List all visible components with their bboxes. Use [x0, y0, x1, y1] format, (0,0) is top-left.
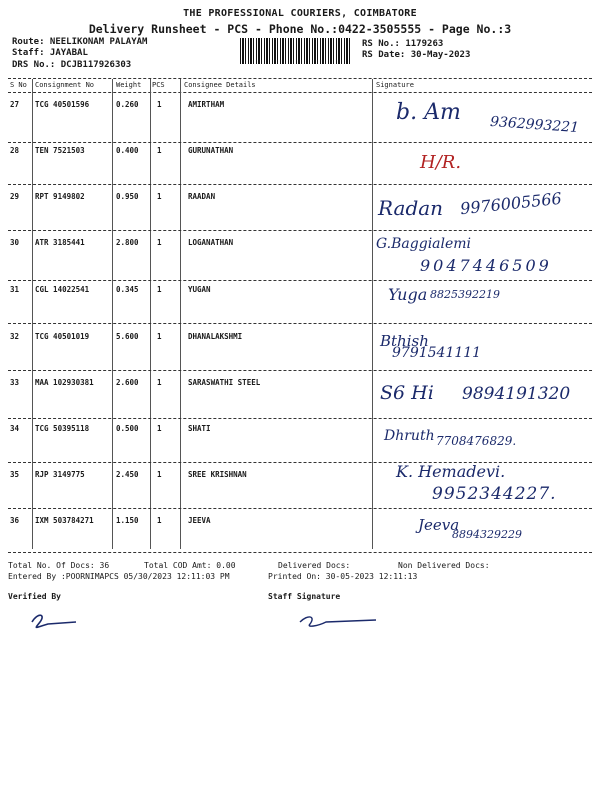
- signature-phone: 9952344227.: [432, 484, 557, 504]
- staff-signature-label: Staff Signature: [268, 592, 341, 601]
- staff-label: Staff: JAYABAL: [12, 48, 88, 58]
- row-weight: 1.150: [116, 516, 139, 525]
- row-consignment: TCG 40501019: [35, 332, 90, 341]
- row-consignment: TCG 50395118: [35, 424, 90, 433]
- col-signature: Signature: [376, 81, 414, 89]
- row-divider: [8, 142, 592, 143]
- row-weight: 2.450: [116, 470, 139, 479]
- row-consignment: RJP 3149775: [35, 470, 85, 479]
- header-bottom-rule: [8, 92, 592, 93]
- row-weight: 0.950: [116, 192, 139, 201]
- verified-signature-mark: [28, 608, 88, 632]
- total-cod: Total COD Amt: 0.00: [144, 561, 236, 570]
- row-sno: 30: [10, 238, 20, 247]
- row-consignee: SREE KRISHNAN: [188, 470, 247, 479]
- row-divider: [8, 184, 592, 185]
- row-sno: 31: [10, 285, 20, 294]
- col-divider: [32, 79, 33, 549]
- company-name: THE PROFESSIONAL COURIERS, COIMBATORE: [183, 8, 417, 19]
- row-divider: [8, 370, 592, 371]
- col-divider: [150, 79, 151, 549]
- signature-phone: 8894329229: [452, 528, 522, 541]
- row-sno: 27: [10, 100, 20, 109]
- row-consignee: RAADAN: [188, 192, 216, 201]
- signature-phone: 9976005566: [459, 188, 563, 219]
- runsheet-title: Delivery Runsheet - PCS - Phone No.:0422-3505555 - Page No.:3: [88, 22, 512, 36]
- row-consignment: TCG 40501596: [35, 100, 90, 109]
- col-divider: [112, 79, 113, 549]
- row-consignee: LOGANATHAN: [188, 238, 234, 247]
- row-consignee: AMIRTHAM: [188, 100, 225, 109]
- row-weight: 2.600: [116, 378, 139, 387]
- signature-phone: 7708476829.: [436, 434, 517, 448]
- col-divider: [372, 79, 373, 549]
- row-divider: [8, 508, 592, 509]
- row-pcs: 1: [157, 192, 162, 201]
- signature: Yuga: [388, 285, 428, 304]
- row-consignee: YUGAN: [188, 285, 211, 294]
- row-pcs: 1: [157, 238, 162, 247]
- col-pcs: PCS: [152, 81, 165, 89]
- row-pcs: 1: [157, 146, 162, 155]
- signature-phone: 9362993221: [489, 113, 580, 137]
- signature: b. Am: [396, 100, 461, 125]
- signature-phone: 8825392219: [430, 288, 500, 301]
- row-weight: 0.260: [116, 100, 139, 109]
- row-divider: [8, 418, 592, 419]
- row-pcs: 1: [157, 424, 162, 433]
- row-pcs: 1: [157, 100, 162, 109]
- header-top-rule: [8, 78, 592, 79]
- row-divider: [8, 230, 592, 231]
- row-sno: 36: [10, 516, 20, 525]
- delivered-docs: Delivered Docs:: [278, 561, 351, 570]
- barcode: [240, 38, 352, 64]
- row-consignment: RPT 9149802: [35, 192, 85, 201]
- route-label: Route: NEELIKONAM PALAYAM: [12, 37, 148, 47]
- row-consignment: TEN 7521503: [35, 146, 85, 155]
- signature-phone: 9047446509: [420, 256, 552, 275]
- row-weight: 2.800: [116, 238, 139, 247]
- signature: K. Hemadevi.: [396, 462, 506, 481]
- col-divider: [180, 79, 181, 549]
- signature: Dhruth: [384, 428, 435, 444]
- row-consignee: GURUNATHAN: [188, 146, 234, 155]
- row-consignment: CGL 14022541: [35, 285, 90, 294]
- rs-number: RS No.: 1179263: [362, 39, 444, 49]
- signature-phone: 9791541111: [392, 345, 482, 361]
- row-weight: 0.345: [116, 285, 139, 294]
- non-delivered-docs: Non Delivered Docs:: [398, 561, 490, 570]
- col-weight: Weight: [116, 81, 142, 89]
- signature: Jeeva: [418, 516, 460, 534]
- signature: H/R.: [420, 152, 462, 173]
- drs-number: DRS No.: DCJB117926303: [12, 60, 132, 70]
- rs-date: RS Date: 30-May-2023: [362, 50, 471, 60]
- row-consignee: SHATI: [188, 424, 211, 433]
- total-docs: Total No. Of Docs: 36: [8, 561, 110, 570]
- signature: S6 Hi: [380, 382, 434, 404]
- row-weight: 0.500: [116, 424, 139, 433]
- signature: Radan: [378, 196, 444, 220]
- row-consignee: DHANALAKSHMI: [188, 332, 243, 341]
- row-sno: 29: [10, 192, 20, 201]
- row-sno: 32: [10, 332, 20, 341]
- row-consignee: SARASWATHI STEEL: [188, 378, 261, 387]
- row-pcs: 1: [157, 470, 162, 479]
- signature: G.Baggialemi: [376, 236, 472, 252]
- row-consignment: ATR 3185441: [35, 238, 85, 247]
- col-consignment: Consignment No: [35, 81, 95, 89]
- row-pcs: 1: [157, 516, 162, 525]
- row-pcs: 1: [157, 332, 162, 341]
- row-consignee: JEEVA: [188, 516, 211, 525]
- verified-by-label: Verified By: [8, 592, 61, 601]
- row-sno: 35: [10, 470, 20, 479]
- signature: Bthish: [380, 332, 429, 350]
- row-divider: [8, 280, 592, 281]
- row-weight: 5.600: [116, 332, 139, 341]
- row-pcs: 1: [157, 285, 162, 294]
- entered-by: Entered By :POORNIMAPCS 05/30/2023 12:11:03 PM: [8, 572, 230, 581]
- col-consignee: Consignee Details: [184, 81, 256, 89]
- col-sno: S No: [10, 81, 27, 89]
- signature-phone: 9894191320: [462, 384, 571, 404]
- row-sno: 33: [10, 378, 20, 387]
- table-bottom-rule: [8, 552, 592, 553]
- row-sno: 34: [10, 424, 20, 433]
- row-divider: [8, 323, 592, 324]
- row-consignment: IXM 503784271: [35, 516, 94, 525]
- printed-on: Printed On: 30-05-2023 12:11:13: [268, 572, 418, 581]
- row-weight: 0.400: [116, 146, 139, 155]
- row-consignment: MAA 102930381: [35, 378, 94, 387]
- row-pcs: 1: [157, 378, 162, 387]
- staff-signature-mark: [296, 608, 386, 632]
- row-sno: 28: [10, 146, 20, 155]
